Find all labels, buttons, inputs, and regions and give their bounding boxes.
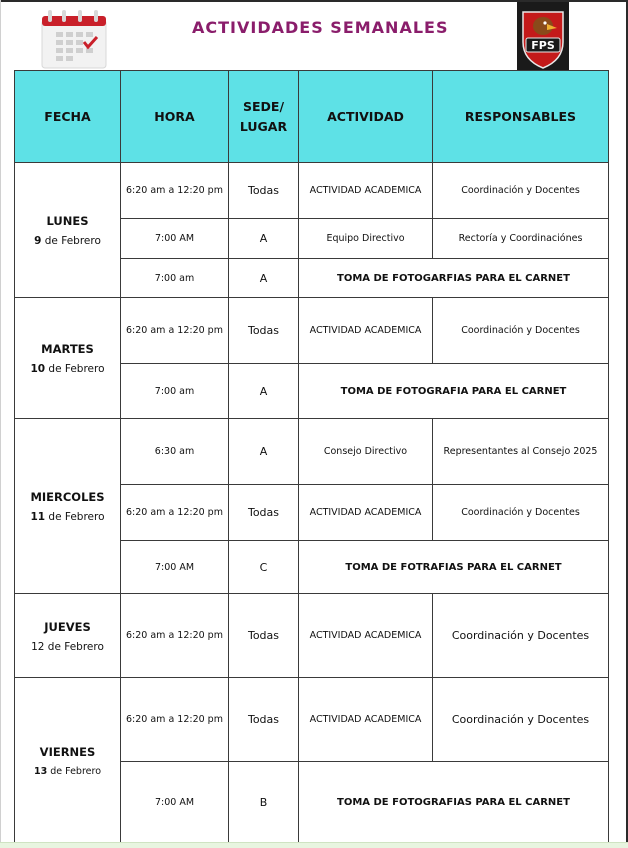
logo-text: FPS xyxy=(531,39,555,52)
header-responsables: RESPONSABLES xyxy=(433,71,609,163)
hora-cell: 6:20 am a 12:20 pm xyxy=(121,485,229,541)
calendar-icon xyxy=(40,8,108,70)
sede-cell: Todas xyxy=(229,485,299,541)
merged-activity-cell: TOMA DE FOTOGARFIAS PARA EL CARNET xyxy=(299,259,609,298)
day-cell-viernes xyxy=(15,678,121,844)
hora-cell: 7:00 AM xyxy=(121,762,229,844)
hora-cell: 7:00 am xyxy=(121,259,229,298)
day-name: VIERNES xyxy=(39,744,96,759)
actividad-cell: ACTIVIDAD ACADEMICA xyxy=(299,298,433,364)
hora-cell: 6:20 am a 12:20 pm xyxy=(121,298,229,364)
sede-cell: A xyxy=(229,219,299,259)
table-row xyxy=(15,163,609,219)
left-border xyxy=(0,0,1,847)
day-date: 11 de Febrero xyxy=(30,511,105,523)
sede-cell: C xyxy=(229,541,299,594)
hora-cell: 6:30 am xyxy=(121,419,229,485)
school-logo xyxy=(517,2,569,72)
table-row xyxy=(15,419,609,485)
actividad-cell: ACTIVIDAD ACADEMICA xyxy=(299,594,433,678)
hora-cell: 6:20 am a 12:20 pm xyxy=(121,594,229,678)
header-sede xyxy=(229,71,299,163)
day-name: LUNES xyxy=(46,214,89,228)
sede-cell: A xyxy=(229,419,299,485)
sede-cell: Todas xyxy=(229,298,299,364)
hora-cell: 6:20 am a 12:20 pm xyxy=(121,678,229,762)
hora-cell: 7:00 AM xyxy=(121,541,229,594)
responsables-cell: Coordinación y Docentes xyxy=(433,485,609,541)
day-cell-miercoles xyxy=(15,419,121,594)
table-row xyxy=(15,594,609,678)
actividad-cell: ACTIVIDAD ACADEMICA xyxy=(299,678,433,762)
merged-activity-cell: TOMA DE FOTRAFIAS PARA EL CARNET xyxy=(299,541,609,594)
day-name: JUEVES xyxy=(44,619,91,634)
day-name: MARTES xyxy=(41,342,94,356)
header-sede-line2: LUGAR xyxy=(239,118,288,134)
responsables-cell: Coordinación y Docentes xyxy=(433,163,609,219)
sede-cell: Todas xyxy=(229,163,299,219)
day-date: 12 de Febrero xyxy=(31,640,104,653)
day-date: 10 de Febrero xyxy=(30,363,105,375)
responsables-cell: Rectoría y Coordinaciónes xyxy=(433,219,609,259)
merged-activity-cell: TOMA DE FOTOGRAFIA PARA EL CARNET xyxy=(299,364,609,419)
actividad-cell: ACTIVIDAD ACADEMICA xyxy=(299,485,433,541)
responsables-cell: Representantes al Consejo 2025 xyxy=(433,419,609,485)
header-sede-line1: SEDE/ xyxy=(242,98,285,114)
day-date: 13 de Febrero xyxy=(33,765,102,777)
day-cell-jueves xyxy=(15,594,121,678)
table-header-row xyxy=(15,71,609,163)
header-fecha: FECHA xyxy=(15,71,121,163)
sede-cell: B xyxy=(229,762,299,844)
sede-cell: Todas xyxy=(229,594,299,678)
table-row xyxy=(15,678,609,762)
day-cell-martes xyxy=(15,298,121,419)
sede-cell: A xyxy=(229,364,299,419)
sede-cell: A xyxy=(229,259,299,298)
responsables-cell: Coordinación y Docentes xyxy=(433,298,609,364)
day-cell-lunes xyxy=(15,163,121,298)
responsables-cell: Coordinación y Docentes xyxy=(433,594,609,678)
actividad-cell: Equipo Directivo xyxy=(299,219,433,259)
sede-cell: Todas xyxy=(229,678,299,762)
day-name: MIERCOLES xyxy=(30,490,105,504)
schedule-table xyxy=(14,70,609,844)
actividad-cell: Consejo Directivo xyxy=(299,419,433,485)
hora-cell: 7:00 am xyxy=(121,364,229,419)
merged-activity-cell: TOMA DE FOTOGRAFIAS PARA EL CARNET xyxy=(299,762,609,844)
bottom-border xyxy=(0,842,628,848)
hora-cell: 7:00 AM xyxy=(121,219,229,259)
page-title: ACTIVIDADES SEMANALES xyxy=(192,18,449,37)
header-actividad: ACTIVIDAD xyxy=(299,71,433,163)
header-hora: HORA xyxy=(121,71,229,163)
table-row xyxy=(15,298,609,364)
responsables-cell: Coordinación y Docentes xyxy=(433,678,609,762)
hora-cell: 6:20 am a 12:20 pm xyxy=(121,163,229,219)
actividad-cell: ACTIVIDAD ACADEMICA xyxy=(299,163,433,219)
day-date: 9 de Febrero xyxy=(34,235,101,247)
